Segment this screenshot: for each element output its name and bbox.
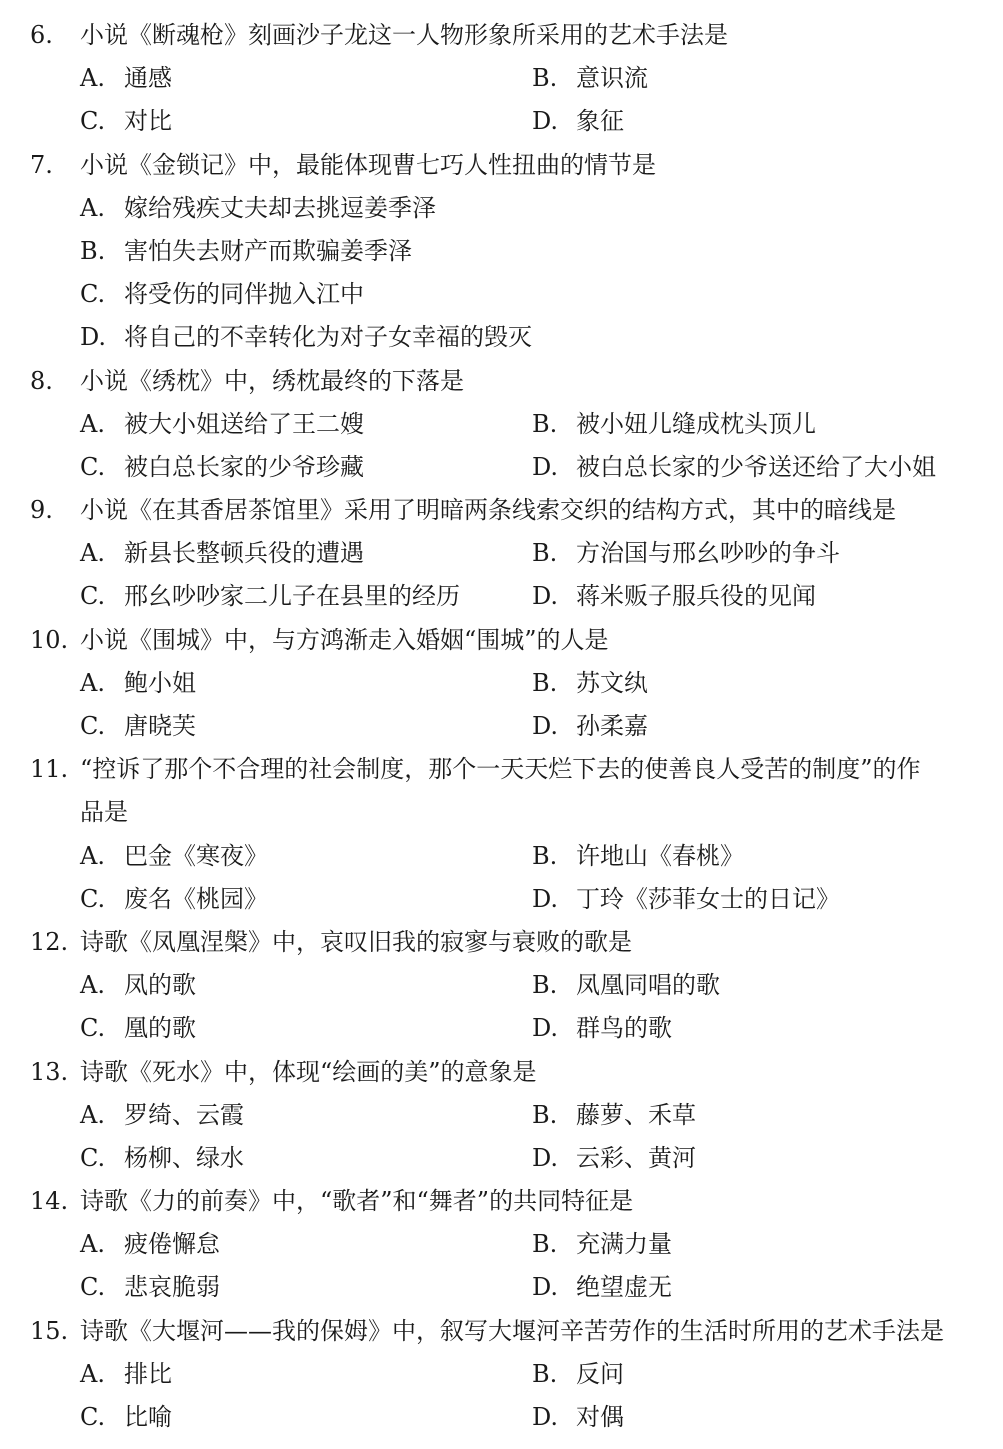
question-6 [0, 14, 1003, 57]
question-stem-continuation: 品是 [80, 798, 128, 827]
question-10 [0, 619, 1003, 662]
option-b [532, 1353, 984, 1396]
option-text: 凤凰同唱的歌 [576, 971, 720, 1000]
option-row [0, 1137, 1003, 1180]
option-letter: A. [80, 1230, 105, 1259]
option-d [532, 1396, 984, 1439]
question-stem: 诗歌《力的前奏》中，“歌者”和“舞者”的共同特征是 [80, 1187, 634, 1216]
option-letter: B. [532, 841, 558, 870]
option-letter: A. [80, 971, 105, 1000]
option-letter: C. [80, 1143, 106, 1172]
option-row [0, 1007, 1003, 1050]
option-text: 疲倦懈怠 [124, 1230, 220, 1259]
question-stem: 诗歌《死水》中，体现“绘画的美”的意象是 [80, 1057, 537, 1086]
option-letter: B. [532, 409, 558, 438]
option-b [532, 1094, 984, 1137]
option-text: 杨柳、绿水 [124, 1143, 244, 1172]
option-letter: D. [532, 107, 559, 136]
option-row [0, 575, 1003, 618]
question-number: 11. [30, 755, 69, 784]
option-text: 比喻 [124, 1403, 172, 1431]
option-letter: B. [532, 1359, 558, 1388]
option-row [0, 878, 1003, 921]
option-letter: C. [80, 582, 106, 611]
option-letter: D. [532, 712, 559, 740]
question-9 [0, 489, 1003, 532]
option-c [80, 1007, 532, 1050]
option-b [532, 532, 984, 575]
option-row [0, 403, 1003, 446]
option-c [80, 575, 532, 618]
option-d [532, 1007, 984, 1050]
option-row [0, 532, 1003, 575]
option-a [80, 57, 532, 100]
option-letter: B. [80, 236, 106, 265]
option-text: 对偶 [576, 1403, 624, 1431]
option-text: 悲哀脆弱 [124, 1273, 220, 1302]
option-text: 废名《桃园》 [124, 884, 268, 913]
option-text: 象征 [576, 107, 624, 136]
question-number: 9. [30, 496, 53, 525]
option-letter: A. [80, 409, 105, 438]
option-c [80, 1266, 532, 1309]
option-letter: D. [532, 1014, 559, 1043]
option-text: 将受伤的同伴抛入江中 [124, 280, 364, 309]
option-letter: D. [532, 1403, 559, 1431]
option-a [80, 532, 532, 575]
question-8 [0, 360, 1003, 403]
option-c [80, 1137, 532, 1180]
option-letter: B. [532, 64, 558, 93]
option-text: 孙柔嘉 [576, 712, 648, 740]
question-stem: 诗歌《凤凰涅槃》中，哀叹旧我的寂寥与衰败的歌是 [80, 927, 632, 956]
option-row [0, 57, 1003, 100]
option-row [0, 230, 1003, 273]
option-letter: A. [80, 64, 105, 93]
option-row [0, 1094, 1003, 1137]
option-letter: A. [80, 668, 105, 697]
option-row [0, 187, 1003, 230]
option-text: 充满力量 [576, 1230, 672, 1259]
option-row [0, 446, 1003, 489]
option-c [80, 446, 532, 489]
option-row [0, 316, 1003, 359]
question-stem: 诗歌《大堰河——我的保姆》中，叙写大堰河辛苦劳作的生活时所用的艺术手法是 [80, 1316, 944, 1345]
option-letter: D. [532, 1143, 559, 1172]
question-stem: 小说《围城》中，与方鸿渐走入婚姻“围城”的人是 [80, 625, 609, 654]
option-c [80, 705, 532, 748]
option-a [80, 1223, 532, 1266]
question-12 [0, 921, 1003, 964]
option-letter: A. [80, 1100, 105, 1129]
option-d [80, 316, 532, 359]
question-stem: 小说《断魂枪》刻画沙子龙这一人物形象所采用的艺术手法是 [80, 21, 728, 49]
option-a [80, 835, 532, 878]
option-row [0, 705, 1003, 748]
option-text: 通感 [124, 64, 172, 93]
question-stem: 小说《在其香居茶馆里》采用了明暗两条线索交织的结构方式，其中的暗线是 [80, 496, 896, 525]
question-number: 7. [30, 150, 53, 179]
question-stem: 小说《金锁记》中，最能体现曹七巧人性扭曲的情节是 [80, 150, 656, 179]
option-row [0, 1266, 1003, 1309]
option-b [532, 835, 984, 878]
option-text: 罗绮、云霞 [124, 1100, 244, 1129]
option-c [80, 878, 532, 921]
option-d [532, 446, 984, 489]
option-text: 唐晓芙 [124, 712, 196, 740]
option-d [532, 1266, 984, 1309]
option-letter: B. [532, 1100, 558, 1129]
option-letter: D. [532, 452, 559, 481]
option-letter: B. [532, 971, 558, 1000]
option-a [80, 187, 436, 230]
option-c [80, 273, 364, 316]
option-d [532, 100, 984, 143]
option-letter: C. [80, 1273, 106, 1302]
option-letter: C. [80, 107, 106, 136]
option-text: 将自己的不幸转化为对子女幸福的毁灭 [124, 323, 532, 352]
option-text: 绝望虚无 [576, 1273, 672, 1302]
question-number: 8. [30, 366, 53, 395]
option-b [532, 57, 984, 100]
option-letter: B. [532, 668, 558, 697]
option-letter: D. [532, 1273, 559, 1302]
option-text: 邢幺吵吵家二儿子在县里的经历 [124, 582, 460, 611]
option-letter: C. [80, 712, 106, 740]
option-text: 被白总长家的少爷送还给了大小姐 [576, 452, 936, 481]
option-text: 意识流 [576, 64, 648, 93]
option-row [0, 835, 1003, 878]
option-row [0, 100, 1003, 143]
option-text: 鲍小姐 [124, 668, 196, 697]
option-text: 害怕失去财产而欺骗姜季泽 [124, 236, 412, 265]
option-text: 被小妞儿缝成枕头顶儿 [576, 409, 816, 438]
option-letter: A. [80, 1359, 105, 1388]
option-letter: C. [80, 452, 106, 481]
option-text: 许地山《春桃》 [576, 841, 744, 870]
question-11 [0, 748, 1003, 791]
option-row [0, 662, 1003, 705]
option-text: 苏文纨 [576, 668, 648, 697]
option-c [80, 100, 532, 143]
option-a [80, 964, 532, 1007]
option-text: 丁玲《莎菲女士的日记》 [576, 884, 840, 913]
option-text: 蒋米贩子服兵役的见闻 [576, 582, 816, 611]
option-text: 被大小姐送给了王二嫂 [124, 409, 364, 438]
option-letter: A. [80, 193, 105, 222]
option-row [0, 273, 1003, 316]
option-b [532, 964, 984, 1007]
option-letter: A. [80, 841, 105, 870]
question-number: 6. [30, 21, 53, 49]
option-letter: C. [80, 884, 106, 913]
question-stem: 小说《绣枕》中，绣枕最终的下落是 [80, 366, 464, 395]
option-letter: D. [532, 582, 559, 611]
option-row [0, 1396, 1003, 1439]
option-d [532, 878, 984, 921]
option-text: 藤萝、禾草 [576, 1100, 696, 1129]
option-letter: D. [80, 323, 107, 352]
option-text: 凤的歌 [124, 971, 196, 1000]
option-b [532, 403, 984, 446]
question-stem: “控诉了那个不合理的社会制度，那个一天天烂下去的使善良人受苦的制度”的作 [80, 755, 921, 784]
option-letter: C. [80, 1014, 106, 1043]
option-text: 凰的歌 [124, 1014, 196, 1043]
option-a [80, 1353, 532, 1396]
option-d [532, 1137, 984, 1180]
option-b [532, 1223, 984, 1266]
question-15 [0, 1310, 1003, 1353]
option-row [0, 1223, 1003, 1266]
option-letter: C. [80, 280, 106, 309]
option-d [532, 575, 984, 618]
option-text: 方治国与邢幺吵吵的争斗 [576, 539, 840, 568]
option-text: 群鸟的歌 [576, 1014, 672, 1043]
option-letter: C. [80, 1403, 106, 1431]
option-text: 嫁给残疾丈夫却去挑逗姜季泽 [124, 193, 436, 222]
option-text: 反问 [576, 1359, 624, 1388]
question-7 [0, 144, 1003, 187]
option-d [532, 705, 984, 748]
option-letter: B. [532, 539, 558, 568]
option-a [80, 403, 532, 446]
option-letter: D. [532, 884, 559, 913]
option-a [80, 1094, 532, 1137]
option-text: 对比 [124, 107, 172, 136]
question-14 [0, 1180, 1003, 1223]
option-text: 云彩、黄河 [576, 1143, 696, 1172]
option-letter: B. [532, 1230, 558, 1259]
option-b [80, 230, 412, 273]
option-row [0, 1353, 1003, 1396]
option-text: 排比 [124, 1359, 172, 1388]
option-text: 巴金《寒夜》 [124, 841, 268, 870]
question-number: 14. [30, 1187, 69, 1216]
option-row [0, 964, 1003, 1007]
question-number: 15. [30, 1316, 69, 1345]
question-13 [0, 1051, 1003, 1094]
option-a [80, 662, 532, 705]
option-b [532, 662, 984, 705]
option-letter: A. [80, 539, 105, 568]
option-c [80, 1396, 532, 1439]
question-number: 10. [30, 625, 69, 654]
option-text: 被白总长家的少爷珍藏 [124, 452, 364, 481]
option-text: 新县长整顿兵役的遭遇 [124, 539, 364, 568]
question-number: 13. [30, 1057, 69, 1086]
question-number: 12. [30, 927, 69, 956]
